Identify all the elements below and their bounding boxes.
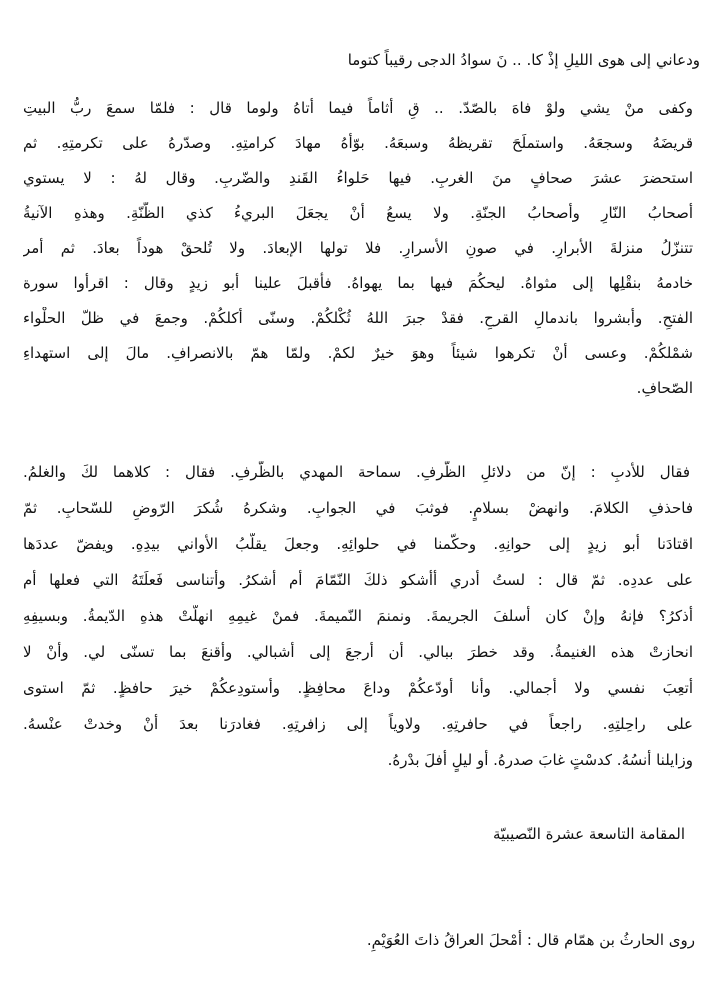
paragraph-2-line: على راحِلتِهِ. راجعاً في حافرتِهِ. ولاوياً إلى زافرتِهِ. فغادرَنا بعدَ أنْ وخدتْ عنْسهُ. [23,715,693,733]
paragraph-1-line: الصّحافِ. [636,379,693,397]
paragraph-2-line: فاحذفِ الكلامَ. وانهضْ بسلامٍ. فوثبَ في الجوابِ. وشكرهُ شُكرَ الرّوضِ للسّحابِ. ثمّ [23,499,693,517]
paragraph-1-line: أصحابُ النّارِ وأصحابُ الجنّةِ. ولا يسعُ أنْ يجعَلَ البريءُ كذي الظّنّةِ. وهذهِ الآنيةُ [23,204,693,222]
narration-line: روى الحارثُ بن همّام قال : أمْحلَ العراقُ ذاتَ العُوَيْمِ. [366,931,695,949]
paragraph-1-line: خادمهُ بنقْلِها إلى مثواهُ. ليحكُمَ فيها بما يهواهُ. فأقبلَ علينا أبو زيدٍ وقال : اقرأوا سورة [23,274,693,292]
maqama-title: المقامة التاسعة عشرة النّصيبيّة [493,825,685,843]
paragraph-2-line: أذكرُ؟ فإنهُ وإنْ كان أسلفَ الجريمةَ. ونمنمَ النّميمةَ. فمنْ غيمِهِ انهلّتْ هذهِ الدّيمةُ. وبسيفِهِ [23,607,693,625]
paragraph-1-line: قريضَهُ وسجعَهُ. واستملَحَ تقريظهُ وسبعَهُ. بوّأهُ مهادَ كرامتِهِ. وصدّرهُ على تكرمتِهِ. ثم [23,134,693,152]
paragraph-2-line: فقال للأدبِ : إنّ من دلائلِ الظّرفِ. سماحة المهدي بالظّرفِ. فقال : كلاهما لكَ والغلمُ. [23,463,690,481]
paragraph-1-line: استحضرَ عشرَ صحافٍ منَ الغربِ. فيها حَلواءُ القَندِ والضّربِ. وقال لهُ : لا يستوي [23,169,693,187]
paragraph-1-line: وكفى منْ يشي ولوْ فاهَ بالصّدّ. .. قِ أثاماً فيما أتاهُ ولوما قال : فلمّا سمعَ ربُّ البيتِ [23,99,693,117]
paragraph-2-line: أتعِبَ نفسي ولا أجمالي. وأنا أودّعكُمْ وداعَ محافِظٍ. وأستودِعكُمْ خيرَ حافظٍ. ثمّ استوى [23,679,693,697]
paragraph-2-line: وزايلنا أنسُهُ. كدسْتٍ غابَ صدرهُ. أو ليلٍ أفلَ بدْرهُ. [387,751,693,769]
paragraph-2-line: على عددِه. ثمّ قال : لستُ أدري أأشكو ذلكَ النّمّامَ أم أشكرُ. وأتناسى فَعلَتَهُ التي فعلها أم [23,571,693,589]
paragraph-1-line: تتنزّلُ منزلةَ الأبرارِ. في صونِ الأسرارِ. فلا تولها الإبعادَ. ولا تُلحقْ هوداً بعادَ. ثم أمر [23,239,693,257]
verse-line: ودعاني إلى هوى الليلِ إذْ كا. .. نَ سوادُ الدجى رقيباً كتوما [347,51,700,69]
paragraph-2-line: اقتادَنا أبو زيدٍ إلى حوانِهِ. وحكّمنا في حلوائِهِ. وجعلَ يقلّبُ الأواني بيدِهِ. ويفضّ عددَها [23,535,693,553]
paragraph-1-line: شمْلكُمْ. وعسى أنْ تكرهوا شيئاً وهوَ خيرٌ لكمْ. ولمّا همّ بالانصرافِ. مالَ إلى استهداءِ [23,344,693,362]
paragraph-1-line: الفتحِ. وأبشروا باندمالِ القرحِ. فقدْ جبرَ اللهُ ثُكْلكُمْ. وسنّى أكلكُمْ. وجمعَ في ظلّ الحلْواء [23,309,693,327]
paragraph-2-line: انحازتْ هذه الغنيمةُ. وقد خطرَ ببالي. أن أرجعَ إلى أشبالي. وأقنعَ بما تسنّى لي. وأنْ لا [23,643,693,661]
